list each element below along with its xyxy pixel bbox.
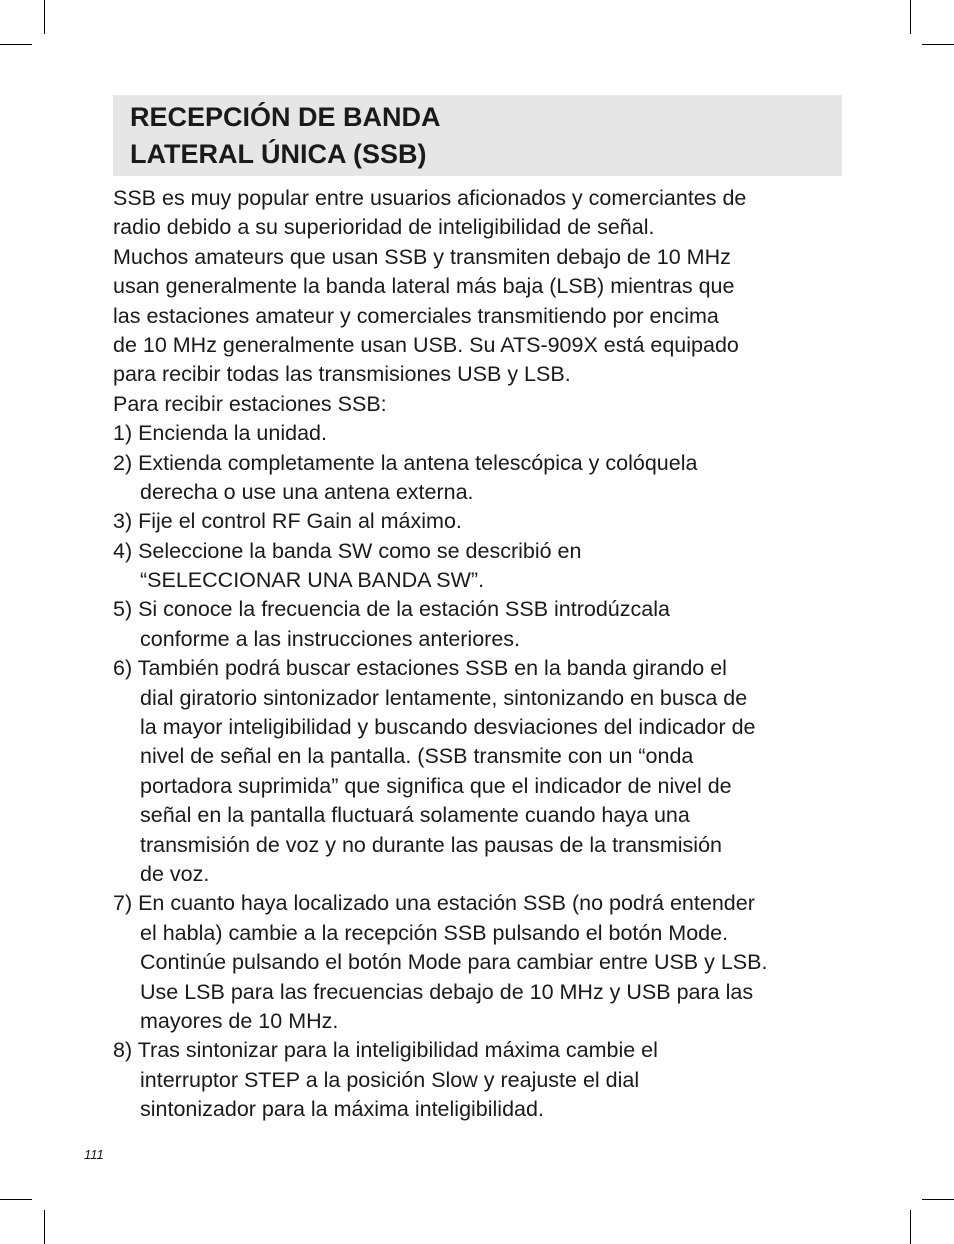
step-3: 3) Fije el control RF Gain al máximo. [113,509,462,534]
paragraph-line: SSB es muy popular entre usuarios aficionados y comerciantes de [113,186,747,210]
crop-mark-bottom-left-vertical [44,1210,45,1244]
step-6-continued: dial giratorio sintonizador lentamente, sintonizando en busca de [140,685,748,710]
step-6-continued: portadora suprimida” que significa que el indicador de nivel de [140,773,732,798]
step-7-continued: el habla) cambie a la recepción SSB pulsando el botón Mode. [140,920,729,945]
step-6: 6) También podrá buscar estaciones SSB en la banda girando el [113,656,727,681]
steps-intro: Para recibir estaciones SSB: [113,391,387,416]
step-1: 1) Encienda la unidad. [113,421,327,446]
step-8-continued: sintonizador para la máxima inteligibilidad. [140,1097,544,1122]
crop-mark-bottom-left-horizontal [0,1199,32,1200]
paragraph-line: de 10 MHz generalmente usan USB. Su ATS-909X está equipado [113,332,739,357]
crop-mark-top-left-vertical [44,0,45,34]
step-5-continued: conforme a las instrucciones anteriores. [140,626,521,651]
step-6-continued: la mayor inteligibilidad y buscando desviaciones del indicador de [140,715,756,740]
step-5: 5) Si conoce la frecuencia de la estación SSB introdúzcala [113,597,670,622]
paragraph-line: Muchos amateurs que usan SSB y transmiten debajo de 10 MHz [113,244,731,269]
section-heading-line-2: LATERAL ÚNICA (SSB) [130,139,427,169]
body-text [113,184,873,1125]
step-6-continued: transmisión de voz y no durante las pausas de la transmisión [140,832,723,857]
paragraph-line: radio debido a su superioridad de inteligibilidad de señal. [113,215,655,240]
step-2: 2) Extienda completamente la antena telescópica y colóquela [113,450,698,475]
paragraph-line: para recibir todas las transmisiones USB y LSB. [113,362,571,387]
page-number: 111 [84,1147,104,1162]
section-heading-line-1: RECEPCIÓN DE BANDA [130,102,441,132]
section-heading [113,95,842,176]
paragraph-line: usan generalmente la banda lateral más baja (LSB) mientras que [113,274,735,299]
crop-mark-top-right-horizontal [922,44,954,45]
step-2-continued: derecha o use una antena externa. [140,479,474,504]
crop-mark-top-left-horizontal [0,44,32,45]
step-4-continued: “SELECCIONAR UNA BANDA SW”. [140,568,485,593]
step-4: 4) Seleccione la banda SW como se describió en [113,538,582,563]
step-7-continued: Continúe pulsando el botón Mode para cambiar entre USB y LSB. [140,950,768,975]
step-7: 7) En cuanto haya localizado una estación SSB (no podrá entender [113,891,755,916]
crop-mark-bottom-right-vertical [910,1210,911,1244]
crop-mark-top-right-vertical [910,0,911,34]
step-8: 8) Tras sintonizar para la inteligibilidad máxima cambie el [113,1038,658,1063]
crop-mark-bottom-right-horizontal [922,1199,954,1200]
step-6-continued: nivel de señal en la pantalla. (SSB transmite con un “onda [140,744,694,769]
step-6-continued: de voz. [140,861,210,886]
paragraph-line: las estaciones amateur y comerciales transmitiendo por encima [113,303,719,328]
step-7-continued: mayores de 10 MHz. [140,1008,339,1033]
step-7-continued: Use LSB para las frecuencias debajo de 10 MHz y USB para las [140,979,754,1004]
step-8-continued: interruptor STEP a la posición Slow y reajuste el dial [140,1067,640,1092]
step-6-continued: señal en la pantalla fluctuará solamente cuando haya una [140,803,690,828]
